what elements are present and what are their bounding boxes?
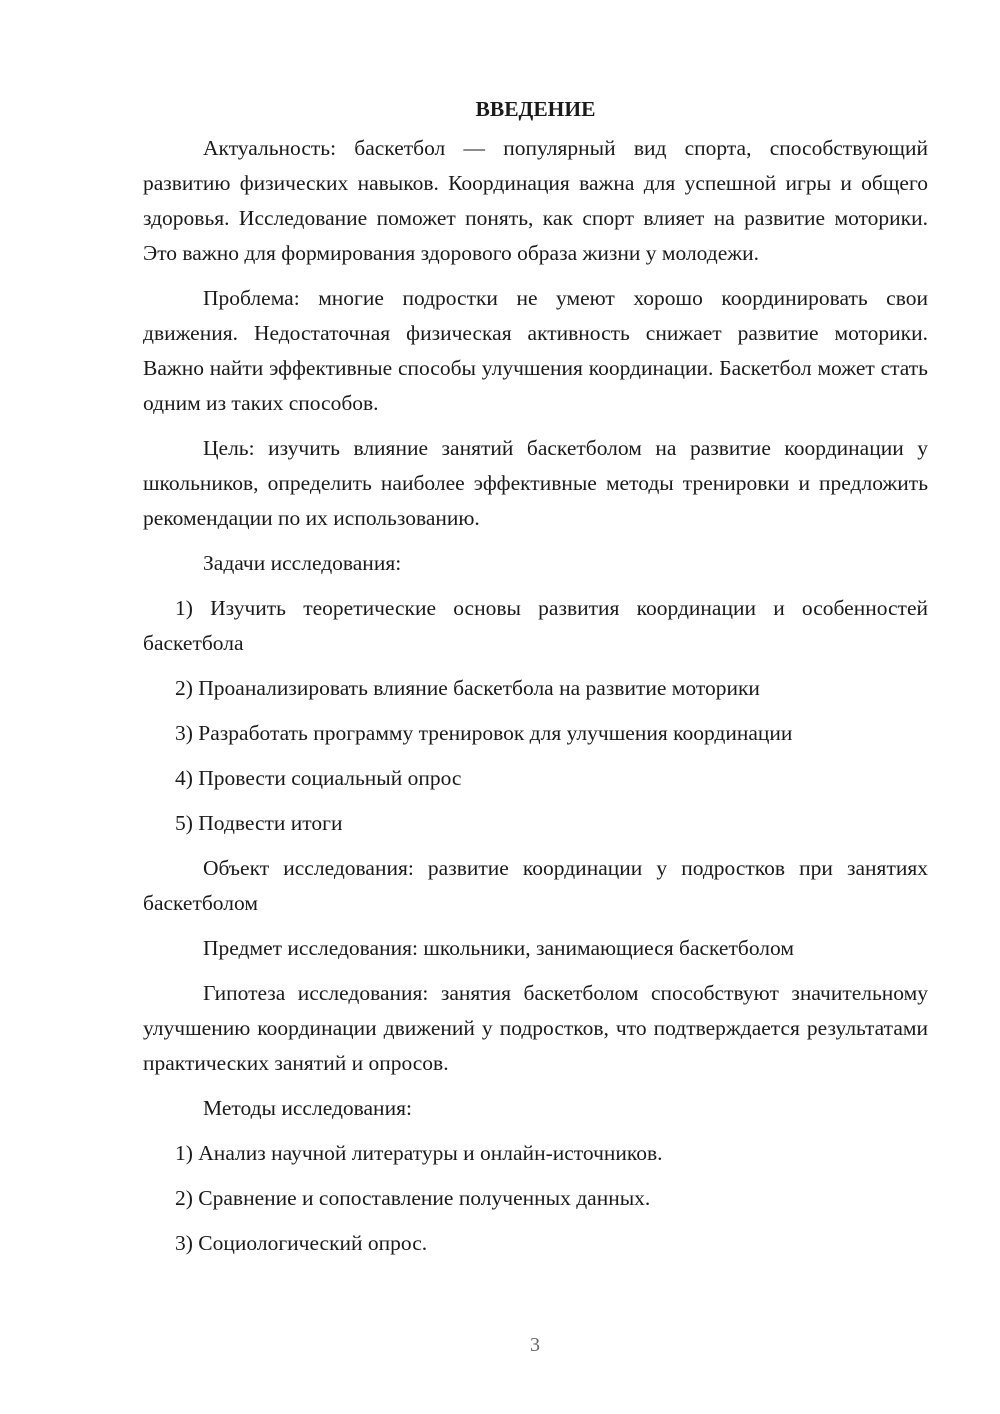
- task-item-2: 2) Проанализировать влияние баскетбола на развитие моторики: [175, 676, 760, 700]
- hypothesis-paragraph: Гипотеза исследования: занятия баскетболом способствуют значительному улучшению координации движений у подростков, что подтверждается результатами практических занятий и опросов.: [143, 981, 928, 1075]
- method-item-3: 3) Социологический опрос.: [175, 1231, 428, 1255]
- section-title: ВВЕДЕНИЕ: [475, 97, 596, 121]
- object-paragraph: Объект исследования: развитие координации у подростков при занятиях баскетболом: [143, 856, 928, 915]
- method-item-1: 1) Анализ научной литературы и онлайн-источников.: [175, 1141, 663, 1165]
- goal-paragraph: Цель: изучить влияние занятий баскетболом на развитие координации у школьников, определить наиболее эффективные методы тренировки и предложить рекомендации по их использованию.: [143, 436, 928, 530]
- task-item-3: 3) Разработать программу тренировок для улучшения координации: [175, 721, 793, 745]
- task-item-1: 1) Изучить теоретические основы развития координации и особенностей баскетбола: [143, 596, 928, 655]
- relevance-paragraph: Актуальность: баскетбол — популярный вид спорта, способствующий развитию физических навыков. Координация важна для успешной игры и общего здоровья. Исследование поможет понять, как спорт влияет на развитие моторики. Это важно для формирования здорового образа жизни у молодежи.: [143, 136, 928, 265]
- tasks-heading: Задачи исследования:: [203, 551, 402, 575]
- subject-paragraph: Предмет исследования: школьники, занимающиеся баскетболом: [203, 936, 794, 960]
- task-item-4: 4) Провести социальный опрос: [175, 766, 462, 790]
- page-number: 3: [530, 1334, 540, 1356]
- document-page: [143, 92, 928, 1271]
- task-item-5: 5) Подвести итоги: [175, 811, 343, 835]
- method-item-2: 2) Сравнение и сопоставление полученных данных.: [175, 1186, 651, 1210]
- problem-paragraph: Проблема: многие подростки не умеют хорошо координировать свои движения. Недостаточная физическая активность снижает развитие моторики. Важно найти эффективные способы улучшения координации. Баскетбол может стать одним из таких способов.: [143, 286, 928, 415]
- methods-heading: Методы исследования:: [203, 1096, 412, 1120]
